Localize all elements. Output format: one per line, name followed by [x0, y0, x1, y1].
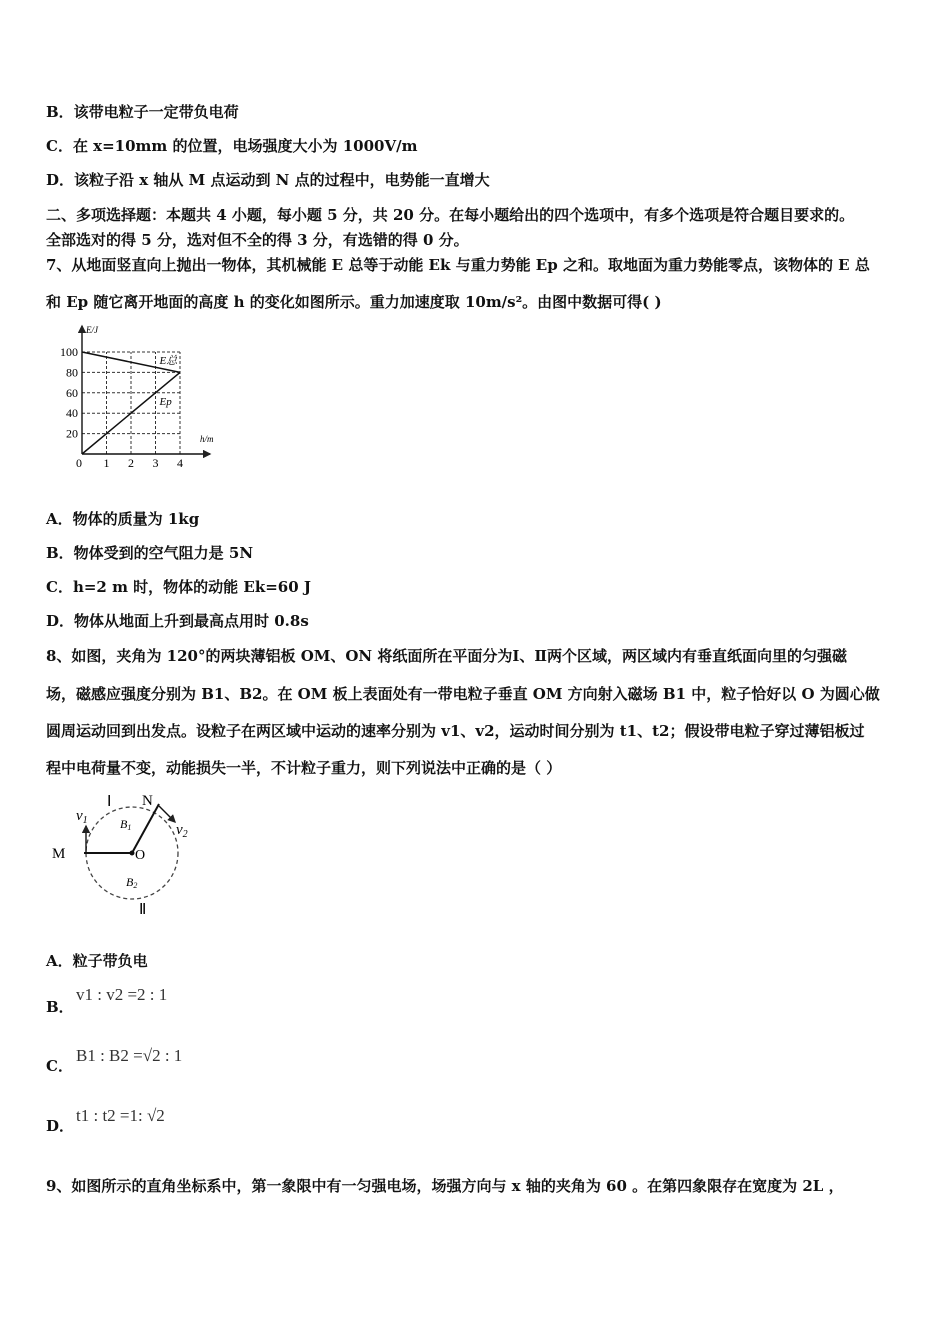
q8-label-region2: Ⅱ — [139, 902, 147, 918]
series-label-e-total: E总 — [159, 355, 178, 368]
q8-label-b1: B1 — [120, 817, 132, 832]
y-tick-label: 60 — [66, 385, 78, 400]
q7-option-b: B．物体受到的空气阻力是 5N — [46, 544, 254, 562]
q8-label-v2: $v_2$ — [176, 822, 188, 840]
section2-heading-line2: 全部选对的得 5 分，选对但不全的得 3 分，有选错的得 0 分。 — [46, 231, 469, 249]
q6-option-d: D．该粒子沿 x 轴从 M 点运动到 N 点的过程中，电势能一直增大 — [46, 171, 490, 189]
q8-stem-line2: 场，磁感应强度分别为 B1、B2。在 OM 板上表面处有一带电粒子垂直 OM 方向射入磁场 B1 中，粒子恰好以 O 为圆心做 — [46, 685, 880, 703]
q8-option-b-math: v1 : v2 =2 : 1 — [76, 985, 168, 1004]
q8-label-m: M — [52, 846, 66, 862]
y-axis-label: E/J — [86, 325, 98, 335]
q7-option-d: D．物体从地面上升到最高点用时 0.8s — [46, 612, 309, 630]
section2-heading-line1: 二、多项选择题：本题共 4 小题，每小题 5 分，共 20 分。在每小题给出的四个选项中，有多个选项是符合题目要求的。 — [46, 206, 855, 224]
q8-label-b2: B2 — [126, 875, 138, 890]
y-tick-label: 40 — [66, 406, 78, 421]
q8-v2-arrow — [159, 806, 175, 822]
q8-stem-line1: 8、如图，夹角为 120°的两块薄铝板 OM、ON 将纸面所在平面分为Ⅰ、Ⅱ两个区域，两区域内有垂直纸面向里的匀强磁 — [46, 647, 848, 665]
q8-magnetic-field-figure — [46, 788, 206, 918]
q7-option-c: C．h=2 m 时，物体的动能 Ek=60 J — [46, 578, 311, 596]
x-tick-label: 3 — [152, 456, 159, 467]
x-axis-label: h/m — [200, 434, 214, 444]
q9-stem: 9、如图所示的直角坐标系中，第一象限中有一匀强电场，场强方向与 x 轴的夹角为 60 。在第四象限存在宽度为 2L ， — [46, 1177, 844, 1195]
q7-stem-line1: 7、从地面竖直向上抛出一物体，其机械能 E 总等于动能 Ek 与重力势能 Ep 之和。取地面为重力势能零点，该物体的 E 总 — [46, 256, 870, 274]
q8-option-c — [46, 1046, 910, 1076]
x-tick-label: 4 — [177, 456, 183, 467]
q8-option-d — [46, 1106, 910, 1136]
q7-energy-graph — [52, 322, 222, 467]
q8-option-d-math: t1 : t2 =1: √2 — [76, 1106, 165, 1125]
q8-option-c-label: C． — [46, 1057, 73, 1075]
x-tick-label: 2 — [128, 456, 134, 467]
series-label-ep: Ep — [159, 396, 172, 409]
q8-label-region1: Ⅰ — [107, 794, 112, 810]
q8-option-b-label: B． — [46, 998, 74, 1016]
q6-option-b: B．该带电粒子一定带负电荷 — [46, 103, 239, 121]
y-tick-label: 20 — [66, 426, 78, 441]
q8-stem-line3: 圆周运动回到出发点。设粒子在两区域中运动的速率分别为 v1、v2，运动时间分别为 t1、t2；假设带电粒子穿过薄铝板过 — [46, 722, 865, 740]
y-tick-label: 100 — [60, 345, 78, 359]
q8-plate-on — [132, 804, 159, 853]
q8-option-c-math: B1 : B2 =√2 : 1 — [76, 1046, 183, 1065]
q8-option-a: A．粒子带负电 — [46, 952, 148, 970]
x-tick-label: 1 — [103, 456, 110, 467]
q7-option-a: A．物体的质量为 1kg — [46, 510, 200, 528]
q8-option-d-label: D． — [46, 1117, 75, 1135]
x-tick-label: 0 — [76, 456, 82, 467]
q8-label-o: O — [135, 848, 146, 863]
q8-option-b — [46, 985, 910, 1017]
y-tick-label: 80 — [66, 365, 78, 380]
q8-label-v1: $v_1$ — [76, 808, 88, 826]
q7-stem-line2: 和 Ep 随它离开地面的高度 h 的变化如图所示。重力加速度取 10m/s²。由图中数据可得( ) — [46, 293, 662, 311]
q8-stem-line4: 程中电荷量不变，动能损失一半，不计粒子重力，则下列说法中正确的是（ ） — [46, 759, 562, 777]
q6-option-c: C．在 x=10mm 的位置，电场强度大小为 1000V/m — [46, 137, 418, 155]
q8-label-n: N — [142, 793, 153, 809]
